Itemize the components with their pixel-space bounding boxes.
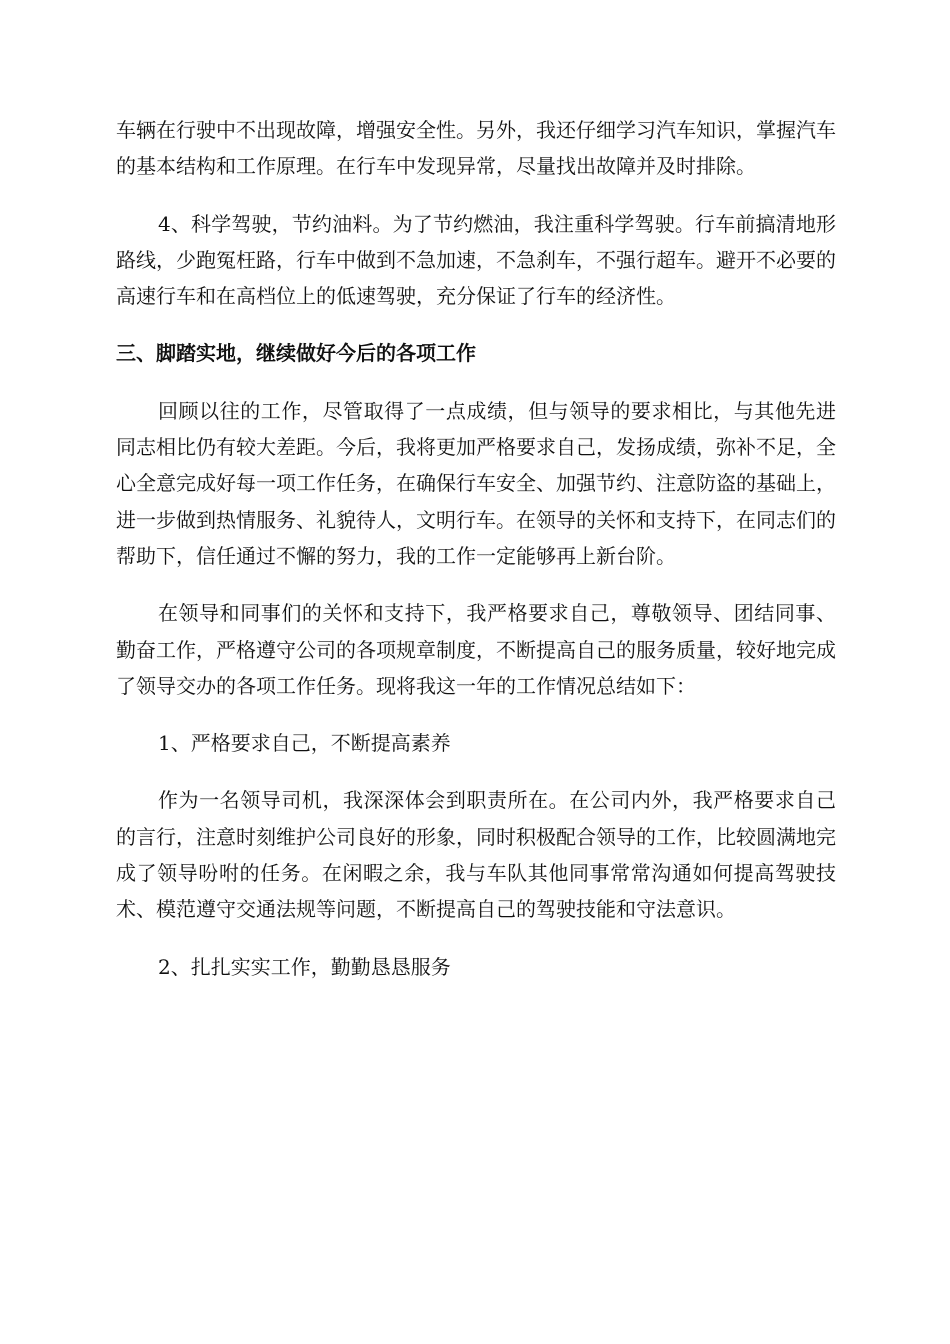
paragraph-fuel-saving: 4、科学驾驶，节约油料。为了节约燃油，我注重科学驾驶。行车前搞清地形路线，少跑冤枉路，行车中做到不急加速，不急刹车，不强行超车。避开不必要的高速行车和在高档位上的低速驾驶，充分保证了行车的经济性。: [116, 211, 836, 309]
paragraph-review: 回顾以往的工作，尽管取得了一点成绩，但与领导的要求相比，与其他先进同志相比仍有较大差距。今后，我将更加严格要求自己，发扬成绩，弥补不足，全心全意完成好每一项工作任务，在确保行车安全、加强节约、注意防盗的基础上，进一步做到热情服务、礼貌待人，文明行车。在领导的关怀和支持下，在同志们的帮助下，信任通过不懈的努力，我的工作一定能够再上新台阶。: [116, 398, 836, 568]
section-heading-future-work: 三、脚踏实地，继续做好今后的各项工作: [116, 341, 476, 366]
paragraph-vehicle-maintenance: 车辆在行驶中不出现故障，增强安全性。另外，我还仔细学习汽车知识，掌握汽车的基本结构和工作原理。在行车中发现异常，尽量找出故障并及时排除。: [116, 118, 836, 179]
document-page: [116, 112, 836, 1006]
subheading-strict-self: 1、严格要求自己，不断提高素养: [158, 731, 451, 756]
subheading-diligent-service: 2、扎扎实实工作，勤勤恳恳服务: [158, 954, 451, 979]
paragraph-driver-duty: 作为一名领导司机，我深深体会到职责所在。在公司内外，我严格要求自己的言行，注意时刻维护公司良好的形象，同时积极配合领导的工作，比较圆满地完成了领导吩咐的任务。在闲暇之余，我与车队其他同事常常沟通如何提高驾驶技术、模范遵守交通法规等问题，不断提高自己的驾驶技能和守法意识。: [116, 788, 836, 922]
paragraph-summary-intro: 在领导和同事们的关怀和支持下，我严格要求自己，尊敬领导、团结同事、勤奋工作，严格遵守公司的各项规章制度，不断提高自己的服务质量，较好地完成了领导交办的各项工作任务。现将我这一年的工作情况总结如下：: [116, 601, 836, 698]
